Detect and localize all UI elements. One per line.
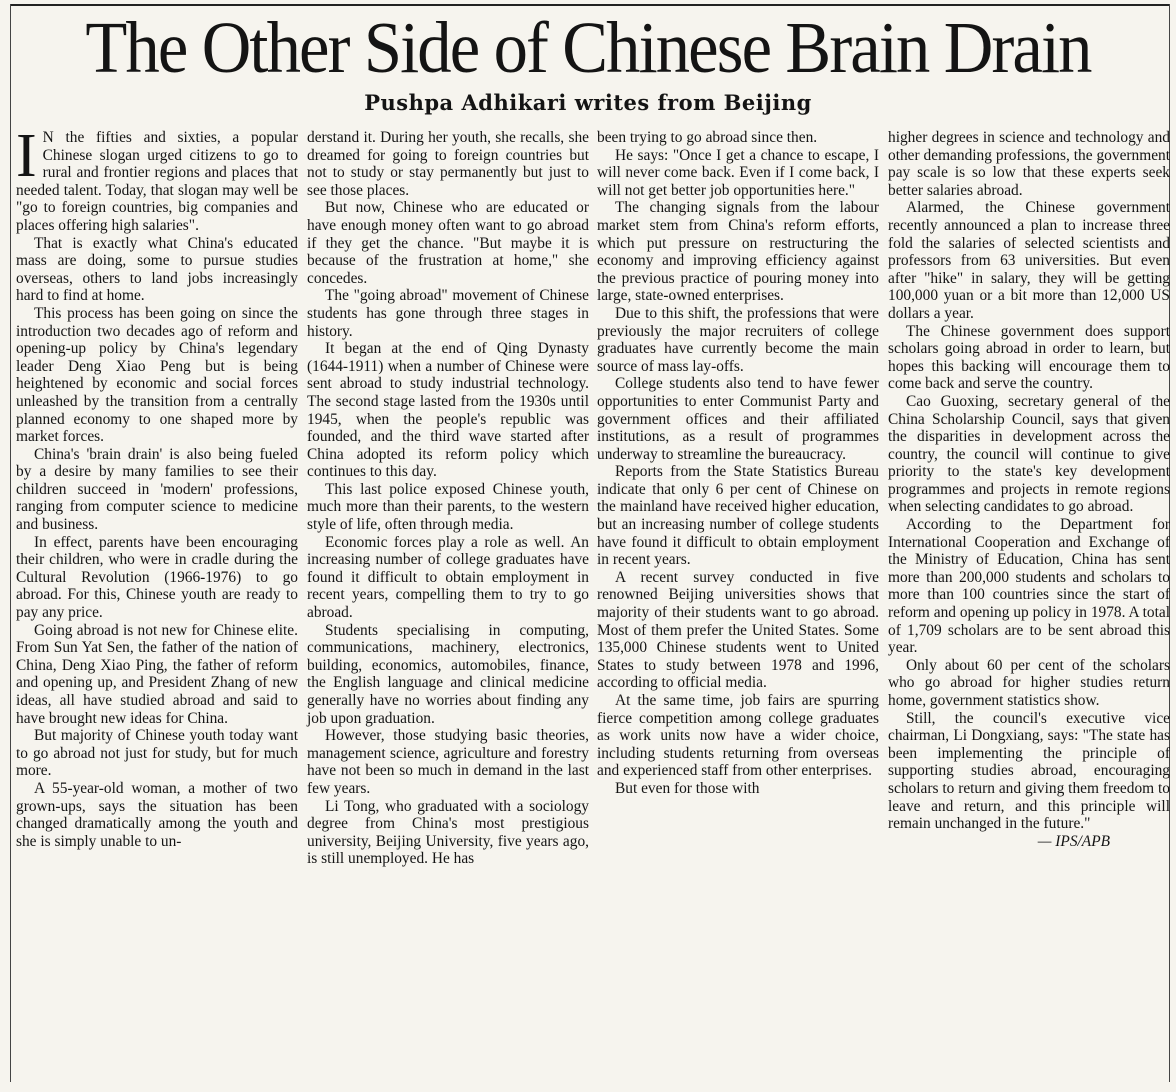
- article-column-2: [307, 129, 589, 868]
- article-paragraph: derstand it. During her youth, she recalls, she dreamed for going to foreign countries but not to study or stay permanently but just to see those places.: [307, 129, 589, 199]
- article-paragraph: But even for those with: [615, 779, 760, 797]
- article-paragraph: It began at the end of Qing Dynasty (1644-1911) when a number of Chinese were sent abroad to study industrial technology. The second stage lasted from the 1930s until 1945, when the people's republic was founded, and the third wave started after China adopted its reform policy which continues to this day.: [307, 340, 589, 481]
- article-paragraph: Due to this shift, the professions that were previously the major recruiters of college graduates have currently become the main source of mass lay-offs.: [597, 304, 879, 375]
- article-paragraph: Cao Guoxing, secretary general of the China Scholarship Council, says that given the disparities in development across the country, the council will continue to give priority to the state's key development programmes and projects in remote regions when selecting candidates to go abroad.: [888, 392, 1170, 516]
- article-paragraph: But majority of Chinese youth today want to go abroad not just for study, but for much more.: [16, 727, 298, 780]
- article-signature: — IPS/APB: [1037, 832, 1110, 850]
- article-paragraph: China's 'brain drain' is also being fueled by a desire by many families to see their children succeed in 'modern' professions, ranging from computer science to medicine and business.: [16, 445, 298, 534]
- article-paragraph: Students specialising in computing, communications, machinery, electronics, building, economics, automobiles, finance, the English language and clinical medicine generally have no worries about finding any job upon graduation.: [307, 621, 589, 727]
- article-paragraph: Reports from the State Statistics Bureau indicate that only 6 per cent of Chinese on the mainland have received higher education, but an increasing number of college students have found it difficult to obtain employment in recent years.: [597, 463, 879, 569]
- article-paragraph: Economic forces play a role as well. An increasing number of college graduates have found it difficult to obtain employment in recent years, compelling them to try to go abroad.: [307, 533, 589, 622]
- article-paragraph: A recent survey conducted in five renowned Beijing universities shows that majority of their students want to go abroad. Most of them prefer the United States. Some 135,000 Chinese students went to United States to study between 1978 and 1996, according to official media.: [597, 568, 879, 692]
- article-paragraph: That is exactly what China's educated mass are doing, some to pursue studies overseas, others to land jobs increasingly hard to find at home.: [16, 234, 298, 305]
- article-column-3: [597, 129, 879, 798]
- article-column-1: [16, 122, 298, 850]
- article-paragraph: But now, Chinese who are educated or have enough money often want to go abroad if they get the chance. "But maybe it is because of the frustration at home," she concedes.: [307, 199, 589, 287]
- article-paragraph: In effect, parents have been encouraging their children, who were in cradle during the Cultural Revolution (1966-1976) to go abroad. For this, Chinese youth are ready to pay any price.: [16, 533, 298, 622]
- article-paragraph: I N the fifties and sixties, a popular Chinese slogan urged citizens to go to rural and frontier regions and places that needed talent. Today, that slogan may well be "go to foreign countries, big companies and places offering high salaries".: [16, 122, 298, 234]
- article-paragraph: According to the Department for International Cooperation and Exchange of the Ministry of Education, China has sent more than 200,000 students and scholars to more than 100 countries since the start of reform and opening up policy in 1978. A total of 1,709 scholars are to be sent abroad this year.: [888, 516, 1170, 657]
- article-paragraph: The changing signals from the labour market stem from China's reform efforts, which put pressure on restructuring the economy and improving efficiency against the previous practice of pouring money into large, state-owned enterprises.: [597, 199, 879, 305]
- headline: The Other Side of Chinese Brain Drain: [85, 7, 1091, 88]
- article-paragraph: Li Tong, who graduated with a sociology degree from China's most prestigious university, Beijing University, five years ago, is still unemployed. He has: [307, 797, 589, 868]
- article-paragraph: This last police exposed Chinese youth, much more than their parents, to the western style of life, often through media.: [307, 480, 589, 534]
- article-paragraph: A 55-year-old woman, a mother of two grown-ups, says the situation has been changed dramatically among the youth and she is simply unable to un-: [16, 779, 298, 850]
- article-paragraph: Still, the council's executive vice chairman, Li Dongxiang, says: "The state has been implementing the principle of supporting studies abroad, encouraging scholars to return and giving them freedom to leave and return, and this principle will remain unchanged in the future.": [888, 709, 1170, 833]
- article-paragraph: He says: "Once I get a chance to escape, I will never come back. Even if I come back, I will not get better job opportunities here.": [597, 146, 879, 199]
- byline: Pushpa Adhikari writes from Beijing: [364, 90, 812, 115]
- article-paragraph: Alarmed, the Chinese government recently announced a plan to increase three fold the salaries of selected scientists and professors from 63 universities. But even after "hike" in salary, they will be getting 100,000 yuan or a bit more than 12,000 US dollars a year.: [888, 199, 1170, 322]
- drop-cap: I: [16, 122, 37, 190]
- left-rule: [10, 4, 11, 1082]
- article-paragraph: This process has been going on since the introduction two decades ago of reform and opening-up policy by China's legendary leader Deng Xiao Peng but is being heightened by economic and social forces unleashed by the transition from a centrally planned economy to one shaped more by market forces.: [16, 304, 298, 446]
- article-paragraph: At the same time, job fairs are spurring fierce competition among college graduates as work units now have a wider choice, including students returning from overseas and experienced staff from other enterprises.: [597, 692, 879, 780]
- article-paragraph: However, those studying basic theories, management science, agriculture and forestry have not been so much in demand in the last few years.: [307, 727, 589, 797]
- article-paragraph: higher degrees in science and technology and other demanding professions, the government pay scale is so low that these experts seek better salaries abroad.: [888, 129, 1170, 199]
- article-paragraph: Only about 60 per cent of the scholars who go abroad for higher studies return home, government statistics show.: [888, 656, 1170, 709]
- article-paragraph: The Chinese government does support scholars going abroad in order to learn, but hopes this backing will encourage them to come back and serve the country.: [888, 322, 1170, 393]
- article-column-4: [888, 129, 1170, 850]
- article-paragraph: College students also tend to have fewer opportunities to enter Communist Party and government offices and their affiliated institutions, as a result of programmes underway to streamline the bureaucracy.: [597, 375, 879, 463]
- article-paragraph: Going abroad is not new for Chinese elite. From Sun Yat Sen, the father of the nation of China, Deng Xiao Ping, the father of reform and opening up, and President Zhang of new ideas, all have studied abroad and said to have brought new ideas for China.: [16, 621, 298, 727]
- article-paragraph: been trying to go abroad since then.: [597, 129, 818, 146]
- article-paragraph: The "going abroad" movement of Chinese students has gone through three stages in history.: [307, 287, 589, 340]
